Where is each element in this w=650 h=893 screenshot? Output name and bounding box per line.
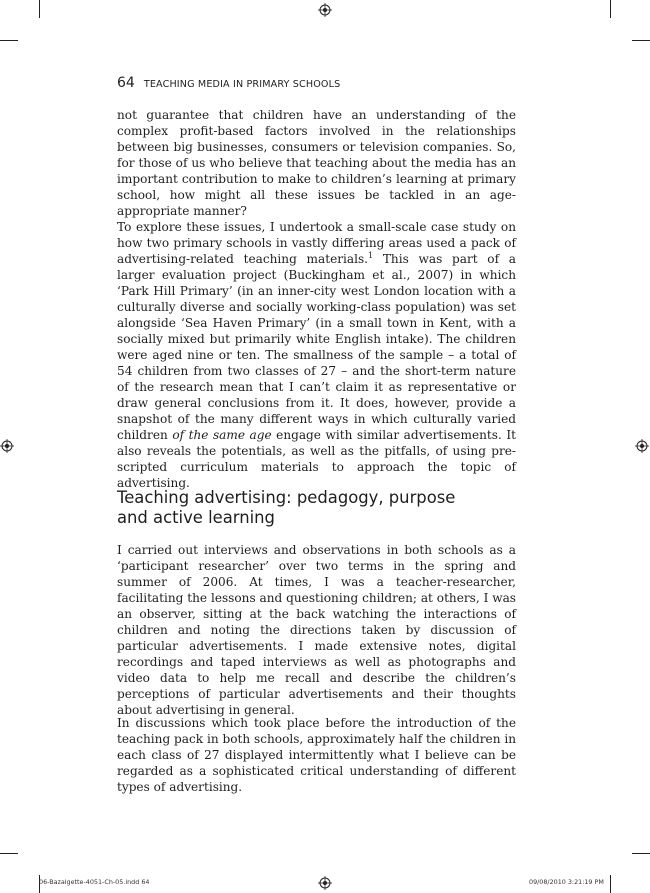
crop-mark [0,853,18,854]
paragraph-1: not guarantee that children have an understanding of the complex profit-based factors involved in the relationships between big businesses, consumers or television companies. So, for those of us who believe that teaching about the media has an important contribution to make to children’s learning at primary school, how might all these issues be tackled in an age-appropriate manner? [117,108,516,218]
page-number: 64 [117,75,135,91]
crop-mark [610,0,611,18]
paragraph-2-text-b: This was part of a larger evaluation project (Buckingham et al., 2007) in which ‘Park Hill Primary’ (in an inner-city west London location with a culturally diverse and socially working-class population) was set alongside ‘Sea Haven Primary’ (in a small town in Kent, with a socially mixed but primarily white English intake). The children were aged nine or ten. The smallness of the sample – a total of 54 children from two classes of 27 – and the short-term nature of the research mean that I can’t claim it as representative or draw general conclusions from it. It does, however, provide a snapshot of the many different ways in which culturally varied children [117,252,517,442]
crop-mark [632,40,650,41]
paragraph-2-text-a: To explore these issues, I undertook a small-scale case study on how two primary schools in vastly differing areas used a pack of advertising-related teaching materials. [117,220,516,266]
paragraph-4: In discussions which took place before the introduction of the teaching pack in both schools, approximately half the children in each class of 27 displayed intermittently what I believe can be regarded as a sophisticated critical understanding of different types of advertising. [117,716,516,794]
footer-file-info: 06-Bazalgette-4051-Ch-05.indd 64 [39,878,150,886]
crop-mark [610,875,611,893]
registration-mark-icon [635,439,649,453]
paragraph-2 [117,219,516,491]
running-header [117,72,340,91]
crop-mark [632,853,650,854]
running-head-title: TEACHING MEDIA IN PRIMARY SCHOOLS [143,79,341,90]
section-heading-line-2: and active learning [117,508,275,527]
paragraph-3: I carried out interviews and observations in both schools as a ‘participant researcher’ over two terms in the spring and summer of 2006. At times, I was a teacher-researcher, facilitating the lessons and questioning children; at others, I was an observer, sitting at the back watching the interactions of children and noting the directions taken by discussion of particular advertisements. I made extensive notes, digital recordings and taped interviews as well as photographs and video data to help me recall and describe the children’s perceptions of particular advertisements and their thoughts about advertising in general. [117,543,516,717]
registration-mark-icon [0,439,14,453]
section-heading-line-1: Teaching advertising: pedagogy, purpose [117,488,456,507]
crop-mark [0,40,18,41]
registration-mark-icon [318,876,332,890]
crop-mark [39,0,40,18]
paragraph-2-emphasis: of the same age [172,428,272,442]
footnote-marker[interactable]: 1 [368,250,374,260]
paragraph-2-text-c: engage with similar advertisements. It also reveals the potentials, as well as the pitfalls, of using pre-scripted curriculum materials to approach the topic of advertising. [117,428,516,490]
registration-mark-icon [318,3,332,17]
section-heading [117,488,517,528]
footer-timestamp: 09/08/2010 3:21:19 PM [529,878,604,886]
